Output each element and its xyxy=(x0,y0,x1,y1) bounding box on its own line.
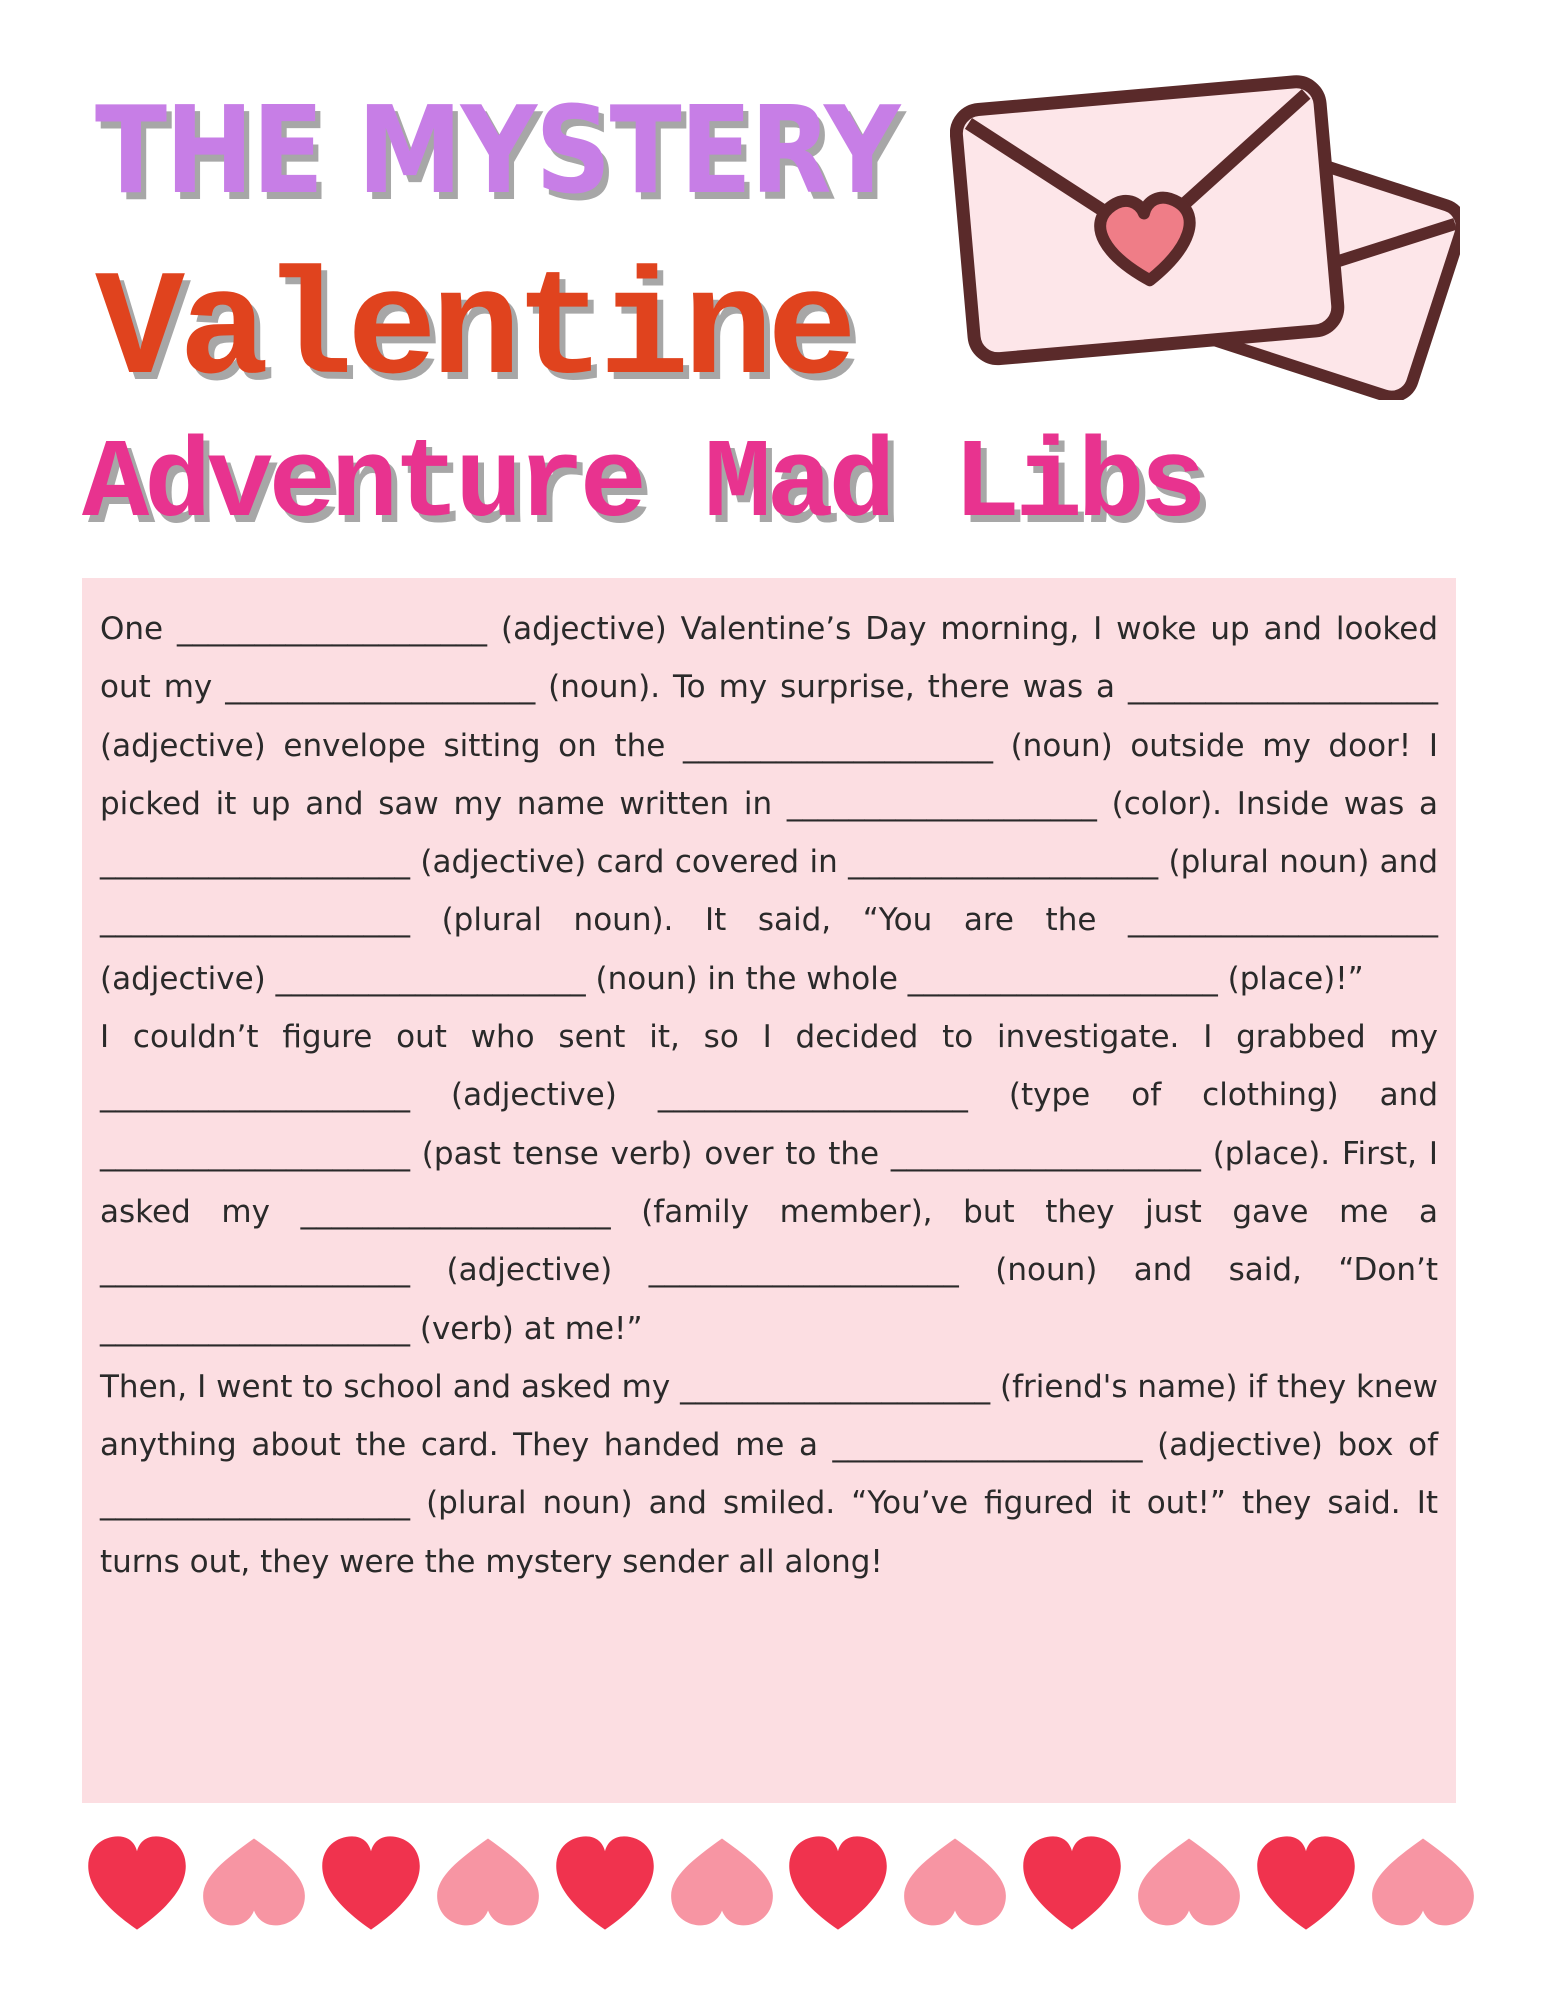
story-paragraph-3: Then, I went to school and asked my ____________________ (friend's name) if they knew anything about the card. They handed me a ____________________ (adjective) box of ____________________ (plural noun) and smiled. “You’ve figured it out!” they said. It turns out, they were the mystery sender all along! xyxy=(100,1368,1438,1580)
heart-icon xyxy=(1253,1832,1359,1934)
title-adventure-mad-libs: Adventure Mad Libs xyxy=(82,422,1202,549)
heart-icon xyxy=(785,1832,891,1934)
heart-border xyxy=(84,1832,1476,1938)
heart-icon xyxy=(84,1832,190,1934)
envelope-with-heart-icon xyxy=(950,70,1460,400)
heart-icon xyxy=(201,1832,307,1934)
story-paragraph-1: One ____________________ (adjective) Valentine’s Day morning, I woke up and looked out my ____________________ (noun). To my surprise, there was a ____________________ (adjective) envelope sitting on the ____________________ (noun) outside my door! I picked it up and saw my name written in ____________________ (color). Inside was a ____________________ (adjective) card covered in ____________________ (plural noun) and ____________________ (plural noun). It said, “You are the ____________________ (adjective) ____________________ (noun) in the whole ____________________ (place)!” xyxy=(100,611,1438,997)
heart-icon xyxy=(669,1832,775,1934)
title-valentine: Valentine xyxy=(95,248,852,418)
mad-libs-story xyxy=(82,578,1456,1803)
heart-icon xyxy=(435,1832,541,1934)
heart-icon xyxy=(1370,1832,1476,1934)
title-the-mystery: THE MYSTERY xyxy=(95,82,899,221)
heart-icon xyxy=(552,1832,658,1934)
heart-icon xyxy=(318,1832,424,1934)
heart-icon xyxy=(902,1832,1008,1934)
heart-icon xyxy=(1136,1832,1242,1934)
story-paragraph-2: I couldn’t figure out who sent it, so I decided to investigate. I grabbed my ____________________ (adjective) ____________________ (type of clothing) and ____________________ (past tense verb) over to the ____________________ (place). First, I asked my ____________________ (family member), but they just gave me a ____________________ (adjective) ____________________ (noun) and said, “Don’t ____________________ (verb) at me!” xyxy=(100,1019,1438,1347)
heart-icon xyxy=(1019,1832,1125,1934)
